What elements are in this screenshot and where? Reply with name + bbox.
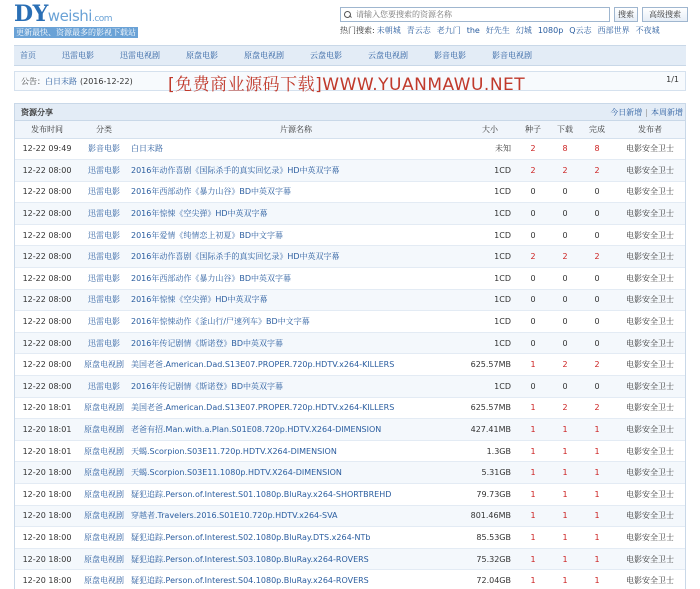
- table-row: [15, 484, 686, 506]
- row-downloads: 0: [549, 289, 581, 311]
- row-time: 12-22 08:00: [15, 246, 79, 268]
- table-row: [15, 268, 686, 290]
- notice-label: 公告：: [21, 76, 45, 86]
- row-time: 12-22 08:00: [15, 332, 79, 354]
- resource-panel: [14, 103, 686, 589]
- row-publisher: 电影安全卫士: [613, 268, 686, 290]
- row-completed: 0: [581, 332, 613, 354]
- row-publisher: 电影安全卫士: [613, 419, 686, 441]
- row-category-link[interactable]: 迅雷电影: [79, 311, 129, 333]
- hot-keyword[interactable]: 青云志: [406, 26, 431, 35]
- row-downloads: 1: [549, 527, 581, 549]
- row-completed: 0: [581, 311, 613, 333]
- row-size: 1CD: [463, 181, 517, 203]
- row-downloads: 0: [549, 203, 581, 225]
- hot-keyword[interactable]: 未朝城: [376, 26, 401, 35]
- hot-searches: [340, 25, 660, 36]
- row-size: 1CD: [463, 160, 517, 182]
- row-title-link[interactable]: 2016年惊悚动作《釜山行/尸速列车》BD中文字幕: [129, 311, 463, 333]
- table-row: [15, 397, 686, 419]
- row-time: 12-20 18:00: [15, 570, 79, 589]
- row-time: 12-22 08:00: [15, 203, 79, 225]
- row-seeds: 0: [517, 268, 549, 290]
- nav-cloud-movies[interactable]: 云盘电影: [310, 51, 342, 60]
- row-seeds: 0: [517, 332, 549, 354]
- table-row: [15, 462, 686, 484]
- row-time: 12-22 08:00: [15, 268, 79, 290]
- row-title-link[interactable]: 2016年传记剧情《斯诺登》BD中英双字幕: [129, 332, 463, 354]
- nav-yingyin-tv[interactable]: 影音电视剧: [492, 51, 532, 60]
- hot-keyword[interactable]: Q云志: [569, 26, 592, 35]
- hot-keyword[interactable]: 不夜城: [635, 26, 660, 35]
- panel-links: [610, 107, 683, 118]
- row-downloads: 2: [549, 354, 581, 376]
- row-seeds: 1: [517, 440, 549, 462]
- row-category-link[interactable]: 迅雷电影: [79, 203, 129, 225]
- col-downloads[interactable]: 下载: [549, 121, 581, 138]
- col-size[interactable]: 大小: [463, 121, 517, 138]
- row-completed: 0: [581, 289, 613, 311]
- hot-keyword[interactable]: 1080p: [537, 26, 564, 35]
- row-completed: 1: [581, 462, 613, 484]
- table-row: [15, 376, 686, 398]
- row-completed: 0: [581, 203, 613, 225]
- row-time: 12-20 18:01: [15, 419, 79, 441]
- row-title-link[interactable]: 疑犯追踪.Person.of.Interest.S02.1080p.BluRay.DTS.x264-NTb: [129, 527, 463, 549]
- row-title-link[interactable]: 老爸有招.Man.with.a.Plan.S01E08.720p.HDTV.X264-DIMENSION: [129, 419, 463, 441]
- row-publisher: 电影安全卫士: [613, 160, 686, 182]
- row-completed: 1: [581, 419, 613, 441]
- row-category-link[interactable]: 迅雷电影: [79, 289, 129, 311]
- row-publisher: 电影安全卫士: [613, 570, 686, 589]
- row-title-link[interactable]: 美国老爸.American.Dad.S13E07.PROPER.720p.HDTV.x264-KILLERS: [129, 354, 463, 376]
- row-title-link[interactable]: 2016年传记剧情《斯诺登》BD中英双字幕: [129, 376, 463, 398]
- row-downloads: 8: [549, 138, 581, 160]
- row-title-link[interactable]: 2016年动作喜剧《国际杀手的真实回忆录》HD中英双字幕: [129, 160, 463, 182]
- row-downloads: 1: [549, 440, 581, 462]
- table-row: [15, 246, 686, 268]
- notice-pager[interactable]: 1/1: [666, 75, 679, 84]
- row-seeds: 2: [517, 160, 549, 182]
- row-completed: 1: [581, 548, 613, 570]
- table-row: [15, 138, 686, 160]
- search-input[interactable]: [356, 10, 606, 19]
- search-icon: [343, 10, 353, 20]
- col-completed[interactable]: 完成: [581, 121, 613, 138]
- row-publisher: 电影安全卫士: [613, 462, 686, 484]
- resource-table: [15, 121, 686, 589]
- hot-keyword[interactable]: 西部世界: [597, 26, 630, 35]
- row-title-link[interactable]: 疑犯追踪.Person.of.Interest.S04.1080p.BluRay.x264-ROVERS: [129, 570, 463, 589]
- row-publisher: 电影安全卫士: [613, 332, 686, 354]
- row-category-link[interactable]: 原盘电视剧: [79, 484, 129, 506]
- row-title-link[interactable]: 天蝎.Scorpion.S03E11.1080p.HDTV.X264-DIMENSION: [129, 462, 463, 484]
- row-size: 1CD: [463, 311, 517, 333]
- row-size: 1CD: [463, 376, 517, 398]
- hot-keyword[interactable]: 好先生: [485, 26, 510, 35]
- row-publisher: 电影安全卫士: [613, 289, 686, 311]
- row-category-link[interactable]: 原盘电视剧: [79, 527, 129, 549]
- row-size: 625.57MB: [463, 354, 517, 376]
- row-publisher: 电影安全卫士: [613, 246, 686, 268]
- table-row: [15, 181, 686, 203]
- row-completed: 2: [581, 160, 613, 182]
- table-row: [15, 311, 686, 333]
- row-completed: 1: [581, 484, 613, 506]
- row-category-link[interactable]: 原盘电视剧: [79, 397, 129, 419]
- table-row: [15, 527, 686, 549]
- row-size: 5.31GB: [463, 462, 517, 484]
- row-size: 72.04GB: [463, 570, 517, 589]
- row-size: 1CD: [463, 246, 517, 268]
- row-downloads: 1: [549, 484, 581, 506]
- table-row: [15, 332, 686, 354]
- row-downloads: 1: [549, 570, 581, 589]
- row-time: 12-22 09:49: [15, 138, 79, 160]
- row-seeds: 1: [517, 548, 549, 570]
- advanced-search-button[interactable]: 高级搜索: [642, 7, 688, 22]
- row-seeds: 1: [517, 505, 549, 527]
- today-new-link[interactable]: 今日新增: [610, 108, 643, 117]
- row-downloads: 0: [549, 181, 581, 203]
- row-time: 12-22 08:00: [15, 376, 79, 398]
- row-time: 12-20 18:00: [15, 462, 79, 484]
- row-category-link[interactable]: 原盘电视剧: [79, 548, 129, 570]
- row-title-link[interactable]: 天蝎.Scorpion.S03E11.720p.HDTV.X264-DIMENSION: [129, 440, 463, 462]
- panel-title: 资源分享: [21, 108, 53, 117]
- row-downloads: 0: [549, 224, 581, 246]
- table-row: [15, 354, 686, 376]
- site-tagline: 更新最快、资源最多的影视下载站: [16, 28, 136, 37]
- table-row: [15, 505, 686, 527]
- nav-xunlei-tv[interactable]: 迅雷电视剧: [120, 51, 160, 60]
- row-time: 12-22 08:00: [15, 289, 79, 311]
- notice-link[interactable]: 白日末路: [45, 76, 77, 86]
- row-seeds: 1: [517, 527, 549, 549]
- row-title-link[interactable]: 2016年惊悚《空尖弹》HD中英双字幕: [129, 203, 463, 225]
- row-size: 1CD: [463, 203, 517, 225]
- col-seeds[interactable]: 种子: [517, 121, 549, 138]
- main-nav: [14, 45, 686, 66]
- row-time: 12-22 08:00: [15, 181, 79, 203]
- row-publisher: 电影安全卫士: [613, 354, 686, 376]
- link-separator: |: [645, 108, 648, 117]
- row-category-link[interactable]: 原盘电视剧: [79, 419, 129, 441]
- row-title-link[interactable]: 2016年惊悚《空尖弹》HD中英双字幕: [129, 289, 463, 311]
- row-downloads: 0: [549, 332, 581, 354]
- col-time[interactable]: 发布时间: [15, 121, 79, 138]
- row-completed: 0: [581, 376, 613, 398]
- panel-header: [15, 104, 685, 121]
- row-completed: 2: [581, 397, 613, 419]
- row-category-link[interactable]: 影音电影: [79, 138, 129, 160]
- logo-main: DY: [14, 1, 48, 27]
- row-size: 未知: [463, 138, 517, 160]
- row-publisher: 电影安全卫士: [613, 440, 686, 462]
- row-category-link[interactable]: 原盘电视剧: [79, 354, 129, 376]
- row-seeds: 0: [517, 224, 549, 246]
- table-row: [15, 289, 686, 311]
- row-title-link[interactable]: 疑犯追踪.Person.of.Interest.S03.1080p.BluRay.x264-ROVERS: [129, 548, 463, 570]
- row-title-link[interactable]: 2016年西部动作《暴力山谷》BD中英双字幕: [129, 268, 463, 290]
- row-completed: 8: [581, 138, 613, 160]
- col-name[interactable]: 片源名称: [129, 121, 463, 138]
- row-category-link[interactable]: 迅雷电影: [79, 181, 129, 203]
- row-time: 12-20 18:00: [15, 505, 79, 527]
- row-size: 1CD: [463, 268, 517, 290]
- row-size: 1CD: [463, 332, 517, 354]
- row-title-link[interactable]: 2016年西部动作《暴力山谷》BD中英双字幕: [129, 181, 463, 203]
- row-publisher: 电影安全卫士: [613, 376, 686, 398]
- row-completed: 0: [581, 181, 613, 203]
- row-completed: 2: [581, 246, 613, 268]
- logo-sub: weishi: [47, 7, 92, 25]
- row-seeds: 1: [517, 462, 549, 484]
- row-completed: 1: [581, 440, 613, 462]
- row-title-link[interactable]: 美国老爸.American.Dad.S13E07.PROPER.720p.HDTV.x264-KILLERS: [129, 397, 463, 419]
- row-seeds: 2: [517, 138, 549, 160]
- hot-keyword[interactable]: 老九门: [436, 26, 461, 35]
- row-downloads: 0: [549, 268, 581, 290]
- row-size: 1CD: [463, 289, 517, 311]
- nav-home[interactable]: 首页: [20, 51, 36, 60]
- row-downloads: 2: [549, 397, 581, 419]
- row-category-link[interactable]: 迅雷电影: [79, 268, 129, 290]
- row-downloads: 2: [549, 160, 581, 182]
- row-seeds: 0: [517, 311, 549, 333]
- row-title-link[interactable]: 疑犯追踪.Person.of.Interest.S01.1080p.BluRay.x264-SHORTBREHD: [129, 484, 463, 506]
- row-publisher: 电影安全卫士: [613, 224, 686, 246]
- watermark-text: [免费商业源码下载]WWW.YUANMAWU.NET: [168, 75, 526, 95]
- site-logo[interactable]: [14, 2, 164, 40]
- row-downloads: 1: [549, 505, 581, 527]
- row-size: 427.41MB: [463, 419, 517, 441]
- row-publisher: 电影安全卫士: [613, 484, 686, 506]
- row-category-link[interactable]: 迅雷电影: [79, 246, 129, 268]
- nav-cloud-tv[interactable]: 云盘电视剧: [368, 51, 408, 60]
- row-completed: 1: [581, 570, 613, 589]
- row-time: 12-20 18:01: [15, 397, 79, 419]
- row-publisher: 电影安全卫士: [613, 311, 686, 333]
- row-category-link[interactable]: 迅雷电影: [79, 376, 129, 398]
- row-completed: 1: [581, 505, 613, 527]
- row-title-link[interactable]: 2016年动作喜剧《国际杀手的真实回忆录》HD中英双字幕: [129, 246, 463, 268]
- row-size: 79.73GB: [463, 484, 517, 506]
- row-size: 85.53GB: [463, 527, 517, 549]
- search-box[interactable]: [340, 7, 610, 22]
- table-row: [15, 160, 686, 182]
- row-category-link[interactable]: 迅雷电影: [79, 224, 129, 246]
- table-row: [15, 570, 686, 589]
- row-category-link[interactable]: 原盘电视剧: [79, 505, 129, 527]
- table-row: [15, 419, 686, 441]
- row-seeds: 1: [517, 397, 549, 419]
- row-publisher: 电影安全卫士: [613, 548, 686, 570]
- row-downloads: 2: [549, 246, 581, 268]
- row-seeds: 0: [517, 203, 549, 225]
- row-size: 75.32GB: [463, 548, 517, 570]
- row-title-link[interactable]: 2016年爱情《纯情恋上初夏》BD中文字幕: [129, 224, 463, 246]
- notice-date: (2016-12-22): [80, 76, 133, 86]
- row-completed: 1: [581, 527, 613, 549]
- hot-keyword[interactable]: 幻城: [515, 26, 532, 35]
- row-size: 1.3GB: [463, 440, 517, 462]
- nav-original-tv[interactable]: 原盘电视剧: [244, 51, 284, 60]
- row-downloads: 1: [549, 548, 581, 570]
- row-publisher: 电影安全卫士: [613, 527, 686, 549]
- row-time: 12-22 08:00: [15, 354, 79, 376]
- row-downloads: 0: [549, 376, 581, 398]
- row-seeds: 1: [517, 419, 549, 441]
- hot-searches-label: 热门搜索:: [340, 26, 375, 35]
- row-time: 12-20 18:00: [15, 527, 79, 549]
- row-downloads: 1: [549, 419, 581, 441]
- row-time: 12-22 08:00: [15, 311, 79, 333]
- table-row: [15, 440, 686, 462]
- nav-yingyin-movies[interactable]: 影音电影: [434, 51, 466, 60]
- row-completed: 0: [581, 268, 613, 290]
- table-header-row: [15, 121, 686, 138]
- row-seeds: 0: [517, 181, 549, 203]
- row-category-link[interactable]: 原盘电视剧: [79, 462, 129, 484]
- row-publisher: 电影安全卫士: [613, 505, 686, 527]
- search-button[interactable]: 搜索: [614, 7, 638, 22]
- row-seeds: 1: [517, 354, 549, 376]
- row-seeds: 0: [517, 376, 549, 398]
- row-category-link[interactable]: 原盘电视剧: [79, 440, 129, 462]
- row-time: 12-22 08:00: [15, 160, 79, 182]
- week-new-link[interactable]: 本周新增: [651, 108, 683, 117]
- row-time: 12-20 18:01: [15, 440, 79, 462]
- row-time: 12-20 18:00: [15, 484, 79, 506]
- row-time: 12-22 08:00: [15, 224, 79, 246]
- row-size: 801.46MB: [463, 505, 517, 527]
- row-publisher: 电影安全卫士: [613, 138, 686, 160]
- table-row: [15, 548, 686, 570]
- nav-xunlei-movies[interactable]: 迅雷电影: [62, 51, 94, 60]
- row-downloads: 1: [549, 462, 581, 484]
- row-title-link[interactable]: 白日末路: [129, 138, 463, 160]
- hot-keyword[interactable]: the: [466, 26, 480, 35]
- row-category-link[interactable]: 迅雷电影: [79, 160, 129, 182]
- table-row: [15, 203, 686, 225]
- row-publisher: 电影安全卫士: [613, 181, 686, 203]
- row-category-link[interactable]: 原盘电视剧: [79, 570, 129, 589]
- row-publisher: 电影安全卫士: [613, 203, 686, 225]
- nav-original-movies[interactable]: 原盘电影: [186, 51, 218, 60]
- row-category-link[interactable]: 迅雷电影: [79, 332, 129, 354]
- row-title-link[interactable]: 穿越者.Travelers.2016.S01E10.720p.HDTV.x264-SVA: [129, 505, 463, 527]
- row-size: 1CD: [463, 224, 517, 246]
- logo-domain: .com: [91, 14, 113, 24]
- row-completed: 2: [581, 354, 613, 376]
- row-publisher: 电影安全卫士: [613, 397, 686, 419]
- row-seeds: 1: [517, 570, 549, 589]
- row-size: 625.57MB: [463, 397, 517, 419]
- row-downloads: 0: [549, 311, 581, 333]
- row-completed: 0: [581, 224, 613, 246]
- row-time: 12-20 18:00: [15, 548, 79, 570]
- table-row: [15, 224, 686, 246]
- row-seeds: 0: [517, 289, 549, 311]
- row-seeds: 1: [517, 484, 549, 506]
- row-seeds: 2: [517, 246, 549, 268]
- col-category[interactable]: 分类: [79, 121, 129, 138]
- col-publisher[interactable]: 发布者: [613, 121, 686, 138]
